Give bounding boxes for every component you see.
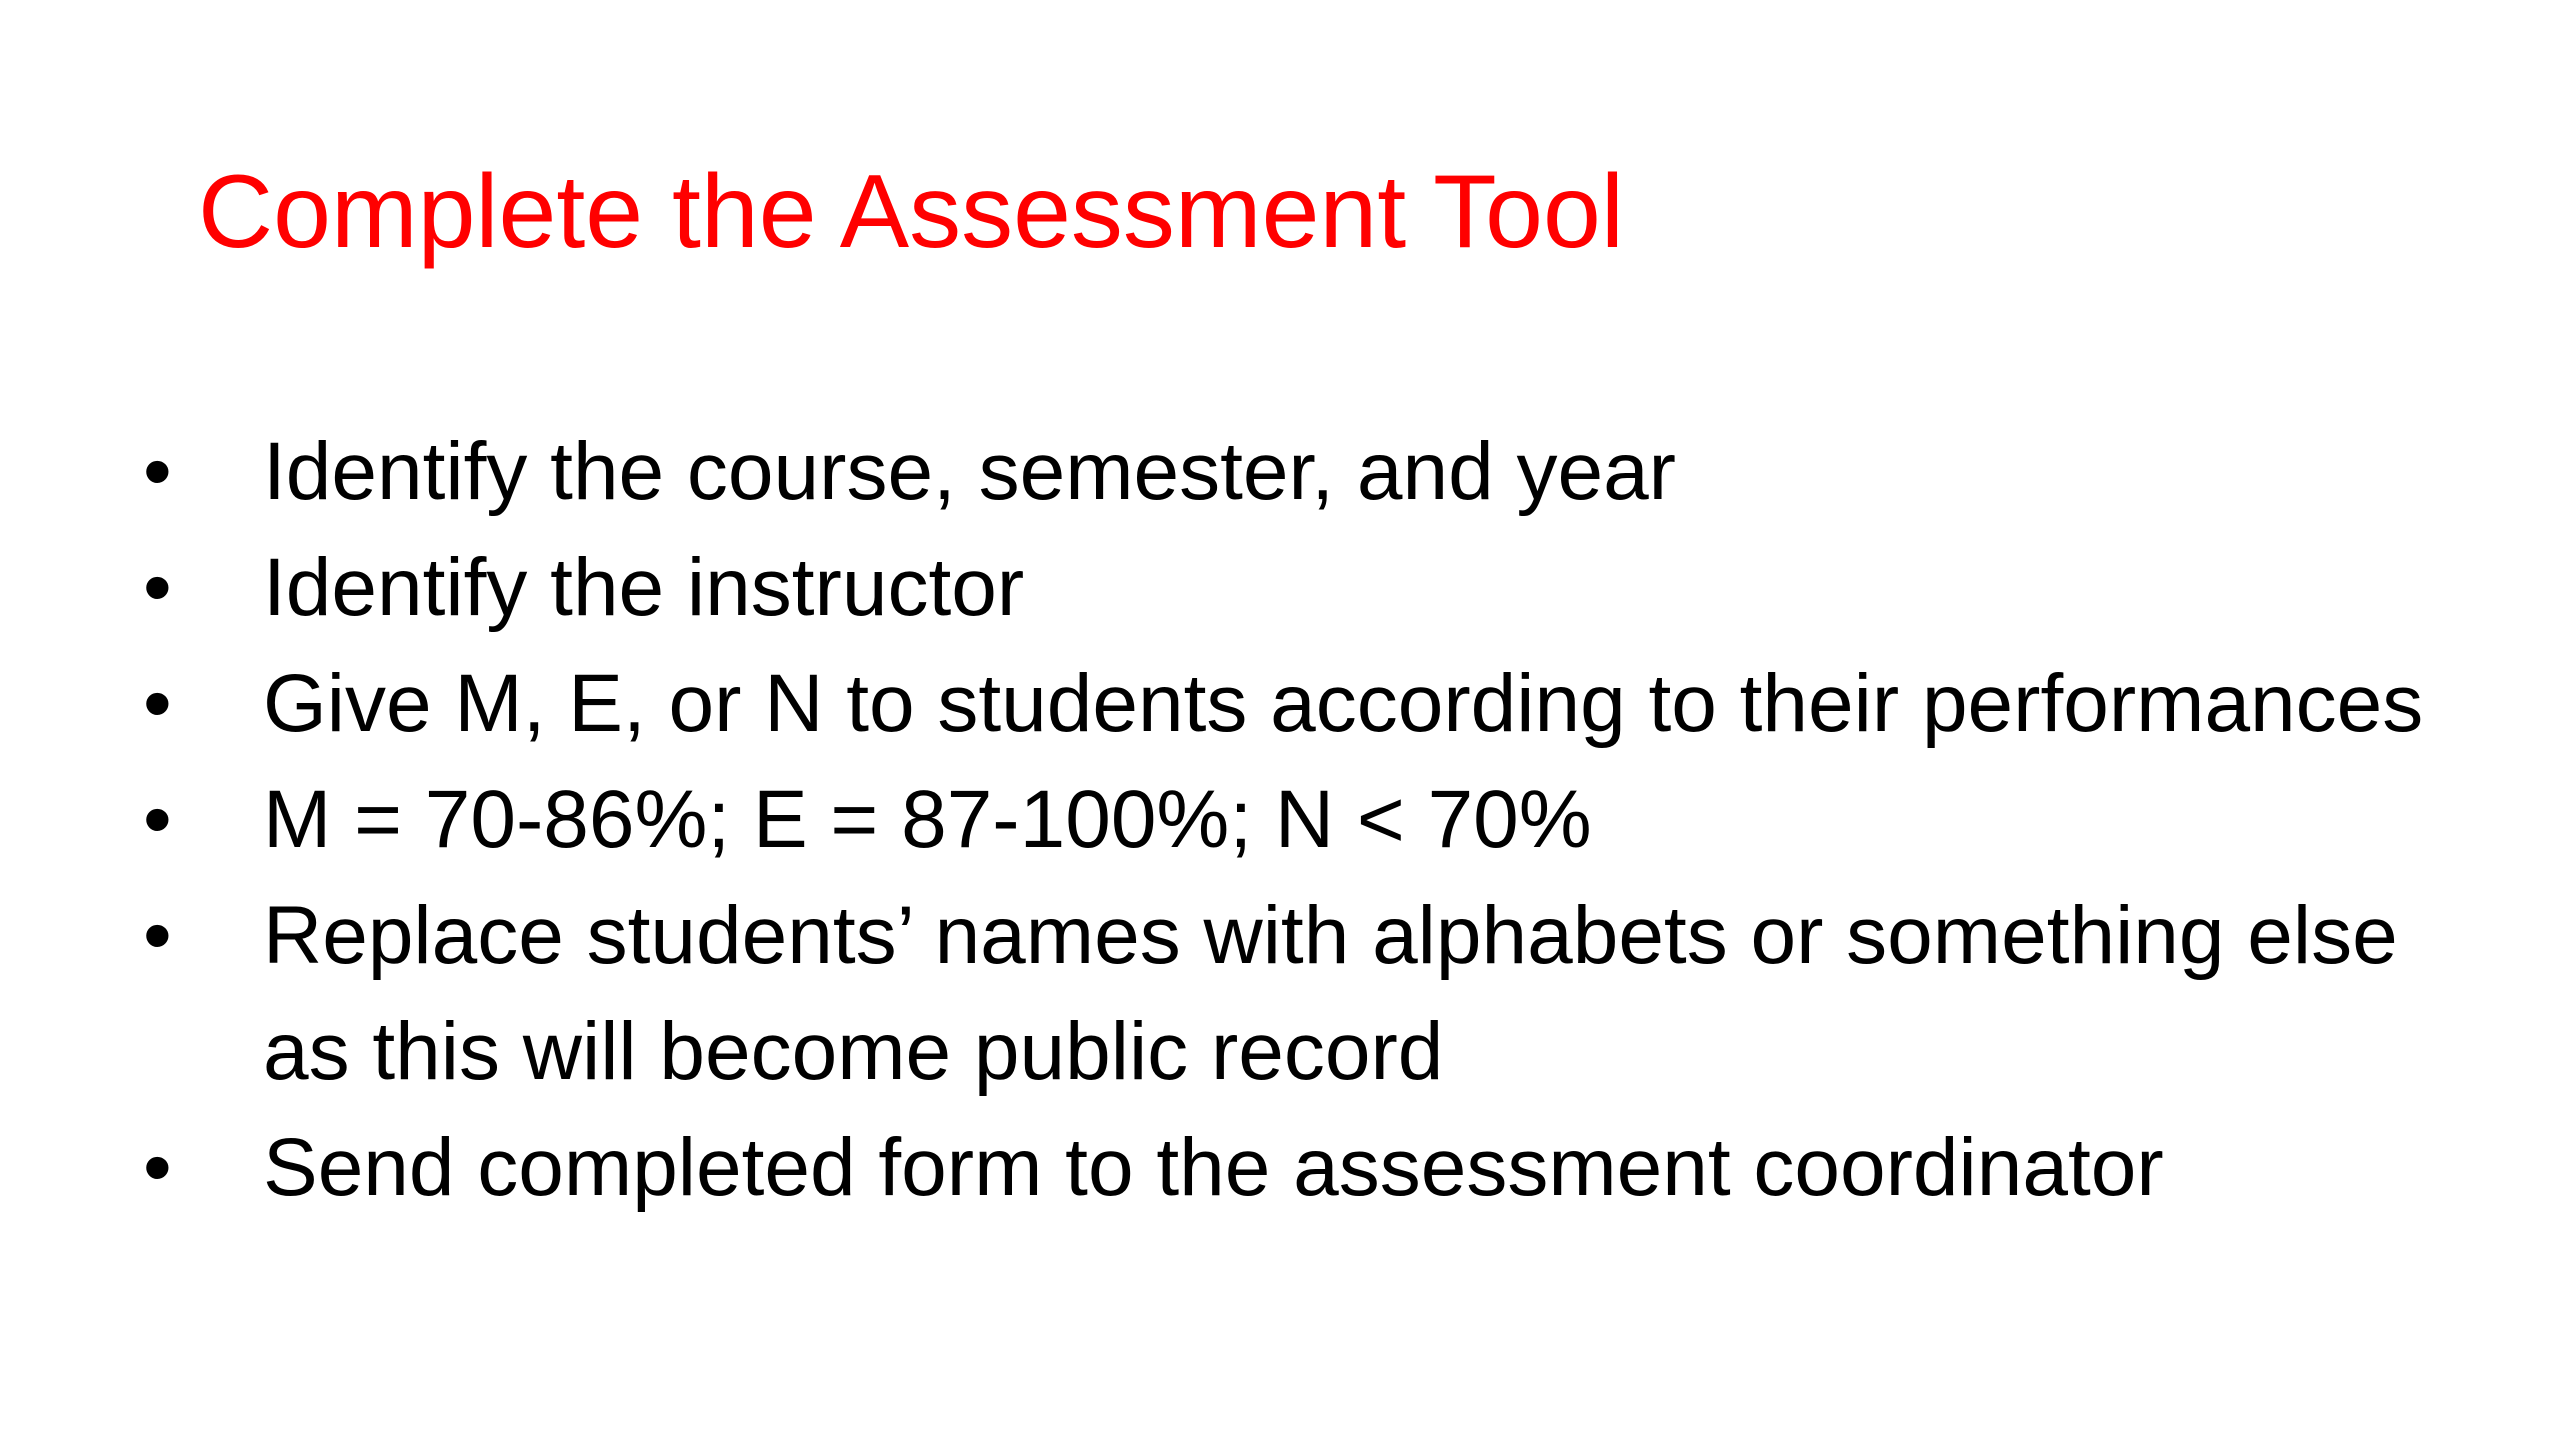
bullet-item: [135, 646, 2435, 762]
bullet-item: [135, 530, 2435, 646]
bullet-dot-icon: •: [143, 542, 172, 633]
bullet-text: Give M, E, or N to students according to their performances: [263, 658, 2424, 749]
bullet-text: Identify the instructor: [263, 542, 1025, 633]
bullet-text: Replace students’ names with alphabets or something else as this will become public record: [263, 890, 2398, 1097]
bullet-text: M = 70-86%; E = 87-100%; N < 70%: [263, 774, 1592, 865]
bullet-dot-icon: •: [143, 658, 172, 749]
bullet-dot-icon: •: [143, 890, 172, 981]
slide-title: Complete the Assessment Tool: [198, 154, 1624, 270]
bullet-text: Send completed form to the assessment coordinator: [263, 1122, 2164, 1213]
bullet-dot-icon: •: [143, 1122, 172, 1213]
bullet-item: [135, 1110, 2435, 1226]
bullet-list: [135, 414, 2435, 1226]
bullet-item: [135, 414, 2435, 530]
bullet-dot-icon: •: [143, 426, 172, 517]
bullet-text: Identify the course, semester, and year: [263, 426, 1676, 517]
bullet-item: [135, 878, 2435, 1110]
bullet-item: [135, 762, 2435, 878]
bullet-dot-icon: •: [143, 774, 172, 865]
